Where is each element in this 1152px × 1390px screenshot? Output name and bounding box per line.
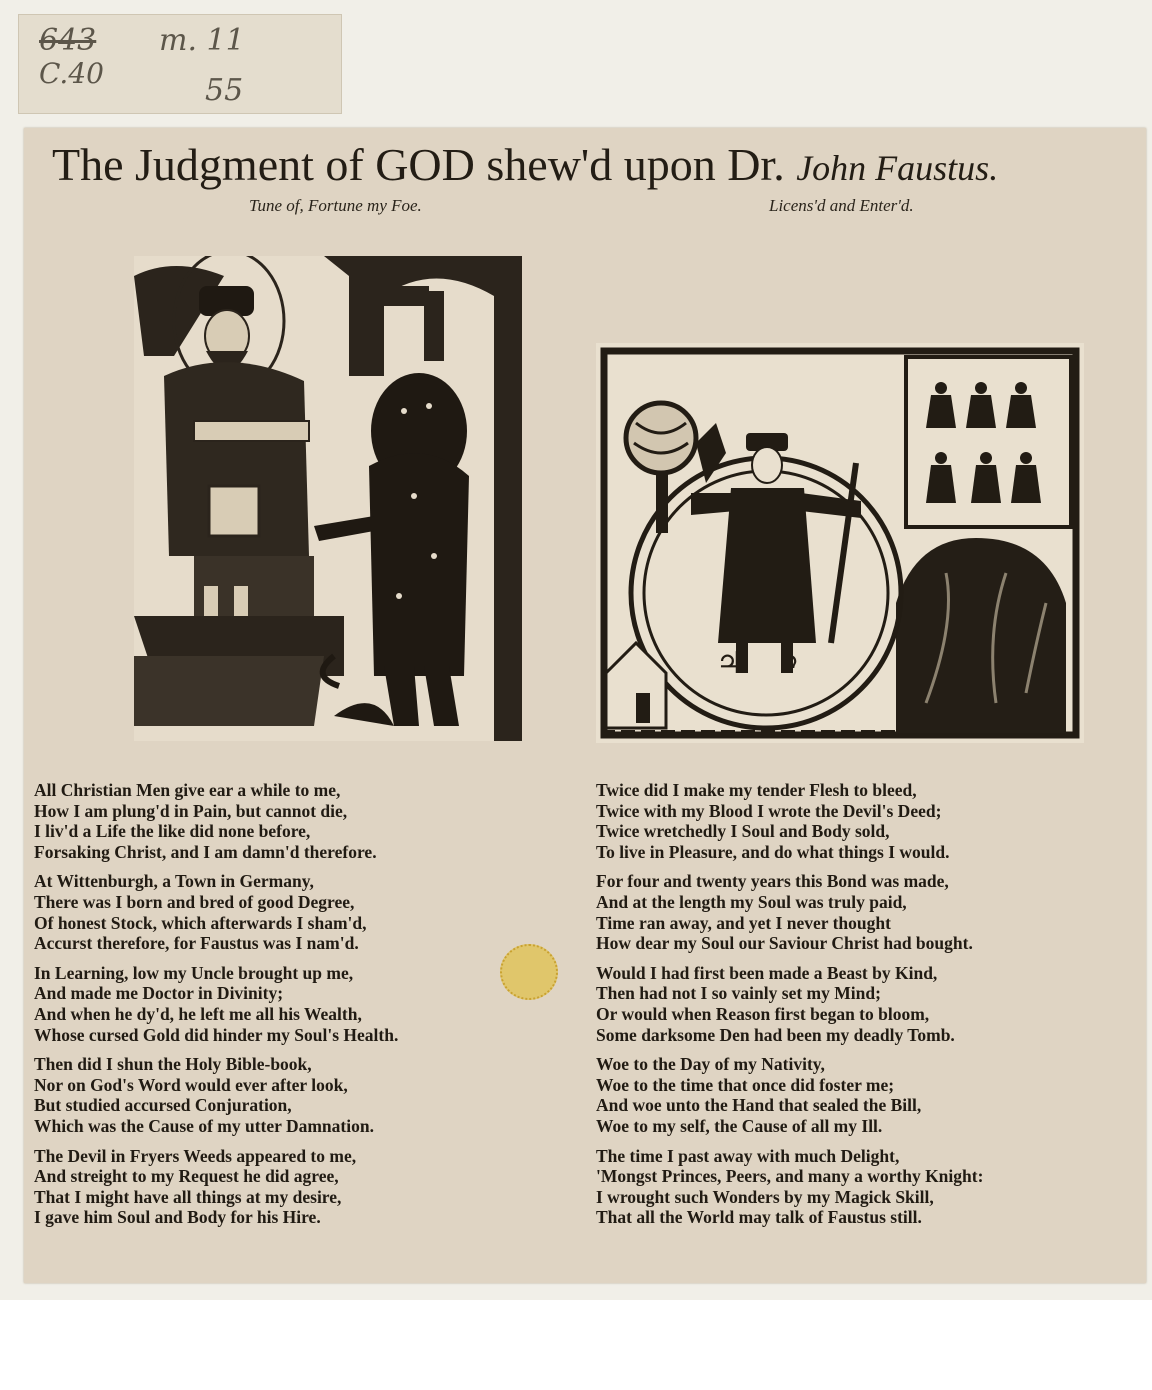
verse-line: But studied accursed Conjuration, bbox=[34, 1095, 292, 1116]
shelfmark-line: 643 bbox=[39, 23, 97, 58]
verse-line: Would I had first been made a Beast by Kind, bbox=[596, 962, 938, 983]
verse-line: And woe unto the Hand that sealed the Bill, bbox=[596, 1095, 922, 1116]
stanza bbox=[596, 1146, 1141, 1228]
shelfmark-line: 55 bbox=[205, 73, 244, 108]
verse-line: Accurst therefore, for Faustus was I nam'd. bbox=[34, 933, 359, 954]
verse-column-left bbox=[34, 780, 574, 1237]
stanza bbox=[34, 963, 574, 1045]
verse-line: I liv'd a Life the like did none before, bbox=[34, 821, 311, 842]
stanza bbox=[34, 871, 574, 953]
verse-line: The Devil in Fryers Weeds appeared to me, bbox=[34, 1145, 357, 1166]
verse-line: Which was the Cause of my utter Damnation. bbox=[34, 1115, 374, 1136]
tune-note: Tune of, Fortune my Foe. bbox=[249, 196, 422, 215]
verse-line: How I am plung'd in Pain, but cannot die, bbox=[34, 800, 348, 821]
verse-line: Then had not I so vainly set my Mind; bbox=[596, 983, 881, 1004]
verse-line: Forsaking Christ, and I am damn'd therefore. bbox=[34, 841, 377, 862]
verse-line: Then did I shun the Holy Bible-book, bbox=[34, 1054, 312, 1075]
verse-column-right bbox=[596, 780, 1141, 1237]
svg-text:♄: ♄ bbox=[776, 641, 803, 676]
stanza bbox=[596, 1054, 1141, 1136]
stanza bbox=[596, 871, 1141, 953]
stanza bbox=[34, 780, 574, 862]
verse-line: Twice wretchedly I Soul and Body sold, bbox=[596, 821, 890, 842]
stanza bbox=[596, 963, 1141, 1045]
verse-line: And streight to my Request he did agree, bbox=[34, 1166, 339, 1187]
verse-line: To live in Pleasure, and do what things I would. bbox=[596, 841, 950, 862]
stanza bbox=[596, 780, 1141, 862]
shelfmark-line: C.40 bbox=[39, 57, 104, 90]
verse-line: For four and twenty years this Bond was made, bbox=[596, 871, 949, 892]
stanza bbox=[34, 1054, 574, 1136]
woodcut-magic-circle bbox=[596, 343, 1084, 743]
verse-line: And at the length my Soul was truly paid, bbox=[596, 891, 907, 912]
verse-line: And when he dy'd, he left me all his Wealth, bbox=[34, 1003, 362, 1024]
verse-line: In Learning, low my Uncle brought up me, bbox=[34, 962, 354, 983]
verse-line: There was I born and bred of good Degree, bbox=[34, 891, 355, 912]
verse-line: Of honest Stock, which afterwards I sham'd, bbox=[34, 912, 367, 933]
broadside-title bbox=[52, 138, 998, 191]
svg-text:♃: ♃ bbox=[716, 646, 743, 681]
verse-line: 'Mongst Princes, Peers, and many a worthy Knight: bbox=[596, 1166, 984, 1187]
verse-line: Some darksome Den had been my deadly Tomb. bbox=[596, 1024, 955, 1045]
verse-line: That I might have all things at my desire, bbox=[34, 1186, 342, 1207]
verse-line: That all the World may talk of Faustus still. bbox=[596, 1207, 922, 1228]
verse-line: I wrought such Wonders by my Magick Skill, bbox=[596, 1186, 934, 1207]
woodcut-faustus-and-devil bbox=[134, 256, 522, 741]
verse-line: I gave him Soul and Body for his Hire. bbox=[34, 1207, 321, 1228]
verse-line: At Wittenburgh, a Town in Germany, bbox=[34, 871, 314, 892]
stanza bbox=[34, 1146, 574, 1228]
verse-line: Twice did I make my tender Flesh to bleed, bbox=[596, 780, 917, 800]
verse-line: And made me Doctor in Divinity; bbox=[34, 983, 284, 1004]
verse-line: Time ran away, and yet I never thought bbox=[596, 912, 891, 933]
license-note: Licens'd and Enter'd. bbox=[769, 196, 914, 215]
shelfmark-line: m. 11 bbox=[159, 23, 245, 58]
verse-line: Nor on God's Word would ever after look, bbox=[34, 1074, 348, 1095]
verse-line: The time I past away with much Delight, bbox=[596, 1145, 900, 1166]
verse-line: Twice with my Blood I wrote the Devil's Deed; bbox=[596, 800, 942, 821]
verse-line: Woe to the time that once did foster me; bbox=[596, 1074, 895, 1095]
shelfmark-label bbox=[18, 14, 342, 114]
verse-line: Woe to my self, the Cause of all my Ill. bbox=[596, 1115, 883, 1136]
verse-line: Whose cursed Gold did hinder my Soul's Health. bbox=[34, 1024, 399, 1045]
title-name: John Faustus. bbox=[796, 148, 999, 188]
verse-line: All Christian Men give ear a while to me, bbox=[34, 780, 341, 800]
verse-line: Or would when Reason first began to bloom, bbox=[596, 1003, 930, 1024]
title-main: The Judgment of GOD shew'd upon Dr. bbox=[52, 139, 785, 190]
verse-line: Woe to the Day of my Nativity, bbox=[596, 1054, 825, 1075]
verse-line: How dear my Soul our Saviour Christ had bought. bbox=[596, 933, 973, 954]
broadside-sheet bbox=[24, 128, 1146, 1283]
